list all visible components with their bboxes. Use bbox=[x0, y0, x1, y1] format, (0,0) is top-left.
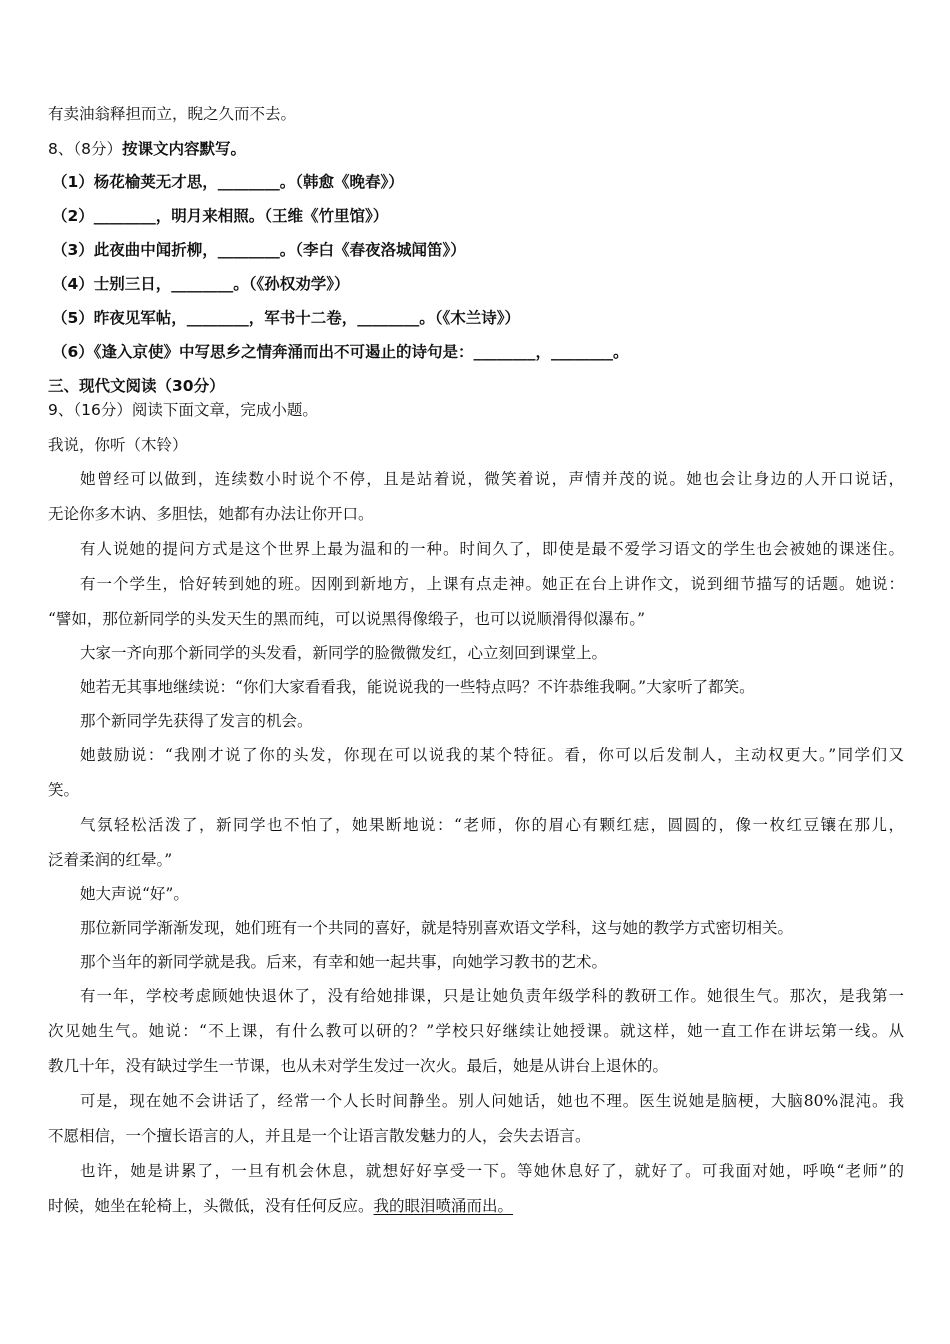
para-line: 她若无其事地继续说：“你们大家看看我，能说说我的一些特点吗？不许恭维我啊。”大家听了都笑。 bbox=[80, 678, 755, 696]
para-line: 笑。 bbox=[48, 781, 80, 799]
para-line: 可是，现在她不会讲话了，经常一个人长时间静坐。别人问她话，她也不理。医生说她是脑梗，大脑80%混沌。我 bbox=[80, 1092, 904, 1110]
prev-text-line: 有卖油翁释担而立，睨之久而不去。 bbox=[48, 105, 297, 123]
section-3-heading: 三、现代文阅读（30分） bbox=[48, 377, 225, 395]
para-line: 那个新同学先获得了发言的机会。 bbox=[80, 712, 313, 730]
para-line: 那位新同学渐渐发现，她们班有一个共同的喜好，就是特别喜欢语文学科，这与她的教学方式密切相关。 bbox=[80, 919, 794, 937]
para-line: 气氛轻松活泼了，新同学也不怕了，她果断地说：“老师，你的眉心有颗红痣，圆圆的，像一枚红豆镶在那儿， bbox=[80, 816, 904, 834]
para-line: 泛着柔润的红晕。” bbox=[48, 851, 173, 869]
para-line: 大家一齐向那个新同学的头发看，新同学的脸微微发红，心立刻回到课堂上。 bbox=[80, 644, 608, 662]
q8-item-3: （3）此夜曲中闻折柳，________。（李白《春夜洛城闻笛》） bbox=[52, 241, 466, 259]
para-line: 也许，她是讲累了，一旦有机会休息，就想好好享受一下。等她休息好了，就好了。可我面对她，呼唤“老师”的 bbox=[80, 1162, 904, 1180]
para-line: 无论你多木讷、多胆怯，她都有办法让你开口。 bbox=[48, 505, 374, 523]
question-8-header: 8、（8分）按课文内容默写。 bbox=[48, 140, 246, 158]
article-title: 我说，你听（木铃） bbox=[48, 436, 188, 454]
para-line: 有人说她的提问方式是这个世界上最为温和的一种。时间久了，即使是最不爱学习语文的学生也会被她的课迷住。 bbox=[80, 540, 904, 558]
q8-item-5: （5）昨夜见军帖，________，军书十二卷，________。（《木兰诗》） bbox=[52, 309, 521, 327]
q8-item-2: （2）________，明月来相照。（王维《竹里馆》） bbox=[52, 207, 389, 225]
para-line: 她曾经可以做到，连续数小时说个不停，且是站着说，微笑着说，声情并茂的说。她也会让身边的人开口说话， bbox=[80, 470, 904, 488]
para-line: 有一年，学校考虑顾她快退休了，没有给她排课，只是让她负责年级学科的教研工作。她很生气。那次，是我第一 bbox=[80, 987, 904, 1005]
para-line: 教几十年，没有缺过学生一节课，也从未对学生发过一次火。最后，她是从讲台上退休的。 bbox=[48, 1057, 669, 1075]
para-line: 不愿相信，一个擅长语言的人，并且是一个让语言散发魅力的人，会失去语言。 bbox=[48, 1127, 591, 1145]
q8-item-4: （4）士别三日，________。（《孙权劝学》） bbox=[52, 275, 350, 293]
para-line: 时候，她坐在轮椅上，头微低，没有任何反应。我的眼泪喷涌而出。 bbox=[48, 1197, 514, 1215]
para-line: 有一个学生，恰好转到她的班。因刚到新地方，上课有点走神。她正在台上讲作文，说到细节描写的话题。她说： bbox=[80, 575, 904, 593]
para-line: “譬如，那位新同学的头发天生的黑而纯，可以说黑得像缎子，也可以说顺滑得似瀑布。” bbox=[48, 610, 646, 628]
q8-item-6: （6）《逢入京使》中写思乡之情奔涌而出不可遏止的诗句是：________，________。 bbox=[52, 343, 629, 361]
para-line: 她大声说“好”。 bbox=[80, 885, 189, 903]
question-9-header: 9、（16分）阅读下面文章，完成小题。 bbox=[48, 401, 318, 419]
para-line: 她鼓励说：“我刚才说了你的头发，你现在可以说我的某个特征。看，你可以后发制人，主动权更大。”同学们又 bbox=[80, 746, 904, 764]
para-line: 那个当年的新同学就是我。后来，有幸和她一起共事，向她学习教书的艺术。 bbox=[80, 953, 608, 971]
q8-item-1: （1）杨花榆荚无才思，________。（韩愈《晚春》） bbox=[52, 173, 404, 191]
underlined-sentence: 我的眼泪喷涌而出。 bbox=[373, 1197, 514, 1215]
para-line: 次见她生气。她说：“不上课，有什么教可以研的？”学校只好继续让她授课。就这样，她一直工作在讲坛第一线。从 bbox=[48, 1022, 904, 1040]
